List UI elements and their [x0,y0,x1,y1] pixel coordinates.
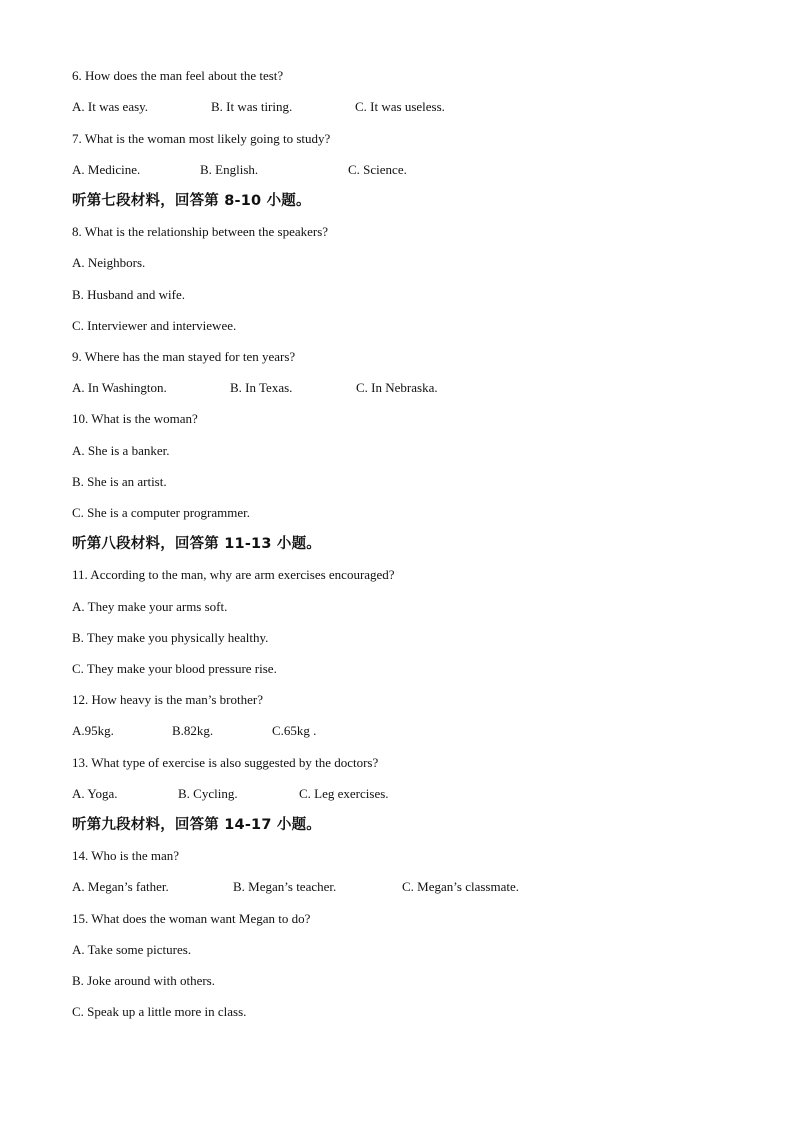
option-11c: C. They make your blood pressure rise. [72,661,277,676]
option-14a: A. Megan’s father. [72,879,169,894]
question-7: 7. What is the woman most likely going to study? [72,131,331,146]
option-15a: A. Take some pictures. [72,942,192,957]
option-8c: C. Interviewer and interviewee. [72,318,237,333]
question-12: 12. How heavy is the man’s brother? [72,692,263,707]
option-7a: A. Medicine. [72,162,141,177]
option-6c: C. It was useless. [355,99,445,114]
option-15c: C. Speak up a little more in class. [72,1004,247,1019]
option-15b: B. Joke around with others. [72,973,215,988]
section-heading-8: 听第八段材料，回答第 11-13 小题。 [72,536,321,552]
question-9: 9. Where has the man stayed for ten years? [72,349,296,364]
option-9c: C. In Nebraska. [356,380,438,395]
option-13b: B. Cycling. [178,786,238,801]
option-12a: A.95kg. [72,723,114,738]
question-6: 6. How does the man feel about the test? [72,68,284,83]
option-7c: C. Science. [348,162,407,177]
option-7b: B. English. [200,162,259,177]
question-13: 13. What type of exercise is also suggested by the doctors? [72,755,379,770]
option-11a: A. They make your arms soft. [72,599,228,614]
option-13c: C. Leg exercises. [299,786,389,801]
option-11b: B. They make you physically healthy. [72,630,269,645]
question-11: 11. According to the man, why are arm exercises encouraged? [72,567,395,582]
option-8b: B. Husband and wife. [72,287,186,302]
option-13a: A. Yoga. [72,786,118,801]
option-12b: B.82kg. [172,723,214,738]
option-14b: B. Megan’s teacher. [233,879,337,894]
option-10a: A. She is a banker. [72,443,170,458]
question-10: 10. What is the woman? [72,411,198,426]
option-10c: C. She is a computer programmer. [72,505,250,520]
option-9a: A. In Washington. [72,380,167,395]
option-8a: A. Neighbors. [72,255,146,270]
option-12c: C.65kg . [272,723,317,738]
question-8: 8. What is the relationship between the speakers? [72,224,329,239]
question-15: 15. What does the woman want Megan to do? [72,911,311,926]
question-14: 14. Who is the man? [72,848,179,863]
option-10b: B. She is an artist. [72,474,167,489]
section-heading-9: 听第九段材料，回答第 14-17 小题。 [72,817,321,833]
option-6a: A. It was easy. [72,99,149,114]
option-14c: C. Megan’s classmate. [402,879,519,894]
option-6b: B. It was tiring. [211,99,293,114]
option-9b: B. In Texas. [230,380,293,395]
section-heading-7: 听第七段材料，回答第 8-10 小题。 [72,193,311,209]
